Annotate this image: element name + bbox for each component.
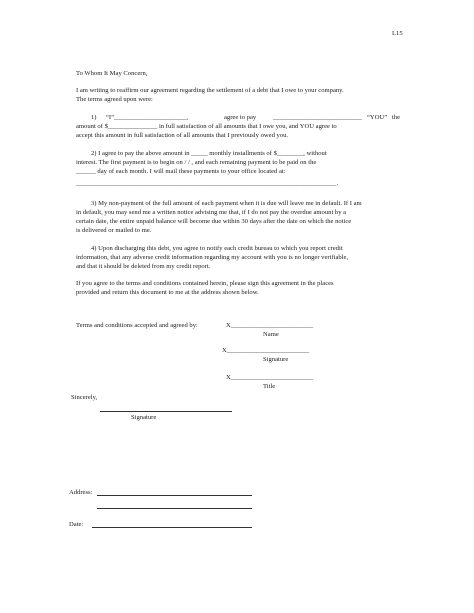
address-line-2[interactable] xyxy=(97,508,252,509)
para1-line-2: amount of $_______________ in full satisfaction of all amounts that I owe you, and YOU agree to xyxy=(76,123,337,130)
para4-line-1: 4) Upon discharging this debt, you agree to notify each credit bureau to which you report credit xyxy=(91,245,343,252)
para1-number: 1) xyxy=(91,114,97,121)
sender-signature-label: Signature xyxy=(131,414,157,421)
para1-quote-i: “I” xyxy=(106,114,115,121)
sender-signature-line[interactable] xyxy=(100,411,232,412)
salutation: To Whom It May Concern, xyxy=(76,70,148,77)
para2-line-3: ______ day of each month. I will mail these payments to your office located at: xyxy=(76,168,286,175)
para3-line-1: 3) My non-payment of the full amount of each payment when it is due will leave me in default. If I am xyxy=(91,200,362,207)
sincerely: Sincerely, xyxy=(71,394,98,401)
para3-line-2: in default, you may send me a written notice advising me that, if I do not pay the overdue amount by a xyxy=(76,209,347,216)
para1-the: the xyxy=(392,114,401,121)
name-signature-line[interactable]: X_________________________ xyxy=(226,322,314,329)
para1-agree-to-pay: agree to pay xyxy=(224,114,257,121)
para1-blank-1: ______________________, xyxy=(114,114,189,121)
para4-line-2: information, that any adverse credit information regarding my account with you is no longer verifiable, xyxy=(76,254,349,261)
para1-you-label: “YOU” xyxy=(367,114,388,121)
intro-line-2: The terms agreed upon were: xyxy=(76,96,153,103)
para2-line-1: 2) I agree to pay the above amount in _____ monthly installments of $________, without xyxy=(91,150,327,157)
title-label: Title xyxy=(263,383,276,390)
intro-line-1: I am writing to reaffirm our agreement regarding the settlement of a debt that I owe to your company. xyxy=(76,87,344,94)
address-line-1[interactable] xyxy=(97,495,252,496)
para2-line-2: interest. The first payment is to begin on / / , and each remaining payment to be paid on the xyxy=(76,159,317,166)
signature-label: Signature xyxy=(263,356,289,363)
title-line[interactable]: X_________________________ xyxy=(226,374,314,381)
acceptance-lead: Terms and conditions accepted and agreed by: xyxy=(76,322,198,329)
date-line[interactable] xyxy=(92,527,252,528)
para3-line-4: is delivered or mailed to me. xyxy=(76,227,152,234)
closing-line-2: provided and return this document to me at the address shown below. xyxy=(76,289,259,296)
para1-line-3: accept this amount in full satisfaction of all amounts that I previously owed you. xyxy=(76,132,289,139)
para3-line-3: certain date, the entire unpaid balance will become due within 30 days after the date on which the notice xyxy=(76,218,352,225)
date-label: Date: xyxy=(69,521,84,528)
para4-line-3: and that it should be deleted from my credit report. xyxy=(76,263,211,270)
name-label: Name xyxy=(263,331,279,338)
document-code: L15 xyxy=(392,30,403,37)
closing-line-1: If you agree to the terms and conditions contained herein, please sign this agreement in the places xyxy=(76,280,334,287)
para1-blank-2: ___________________________ xyxy=(273,114,363,121)
para2-line-4: _______________________________________________________________________________. xyxy=(76,180,339,187)
signature-line[interactable]: X_________________________ xyxy=(222,347,310,354)
address-label: Address: xyxy=(69,489,93,496)
